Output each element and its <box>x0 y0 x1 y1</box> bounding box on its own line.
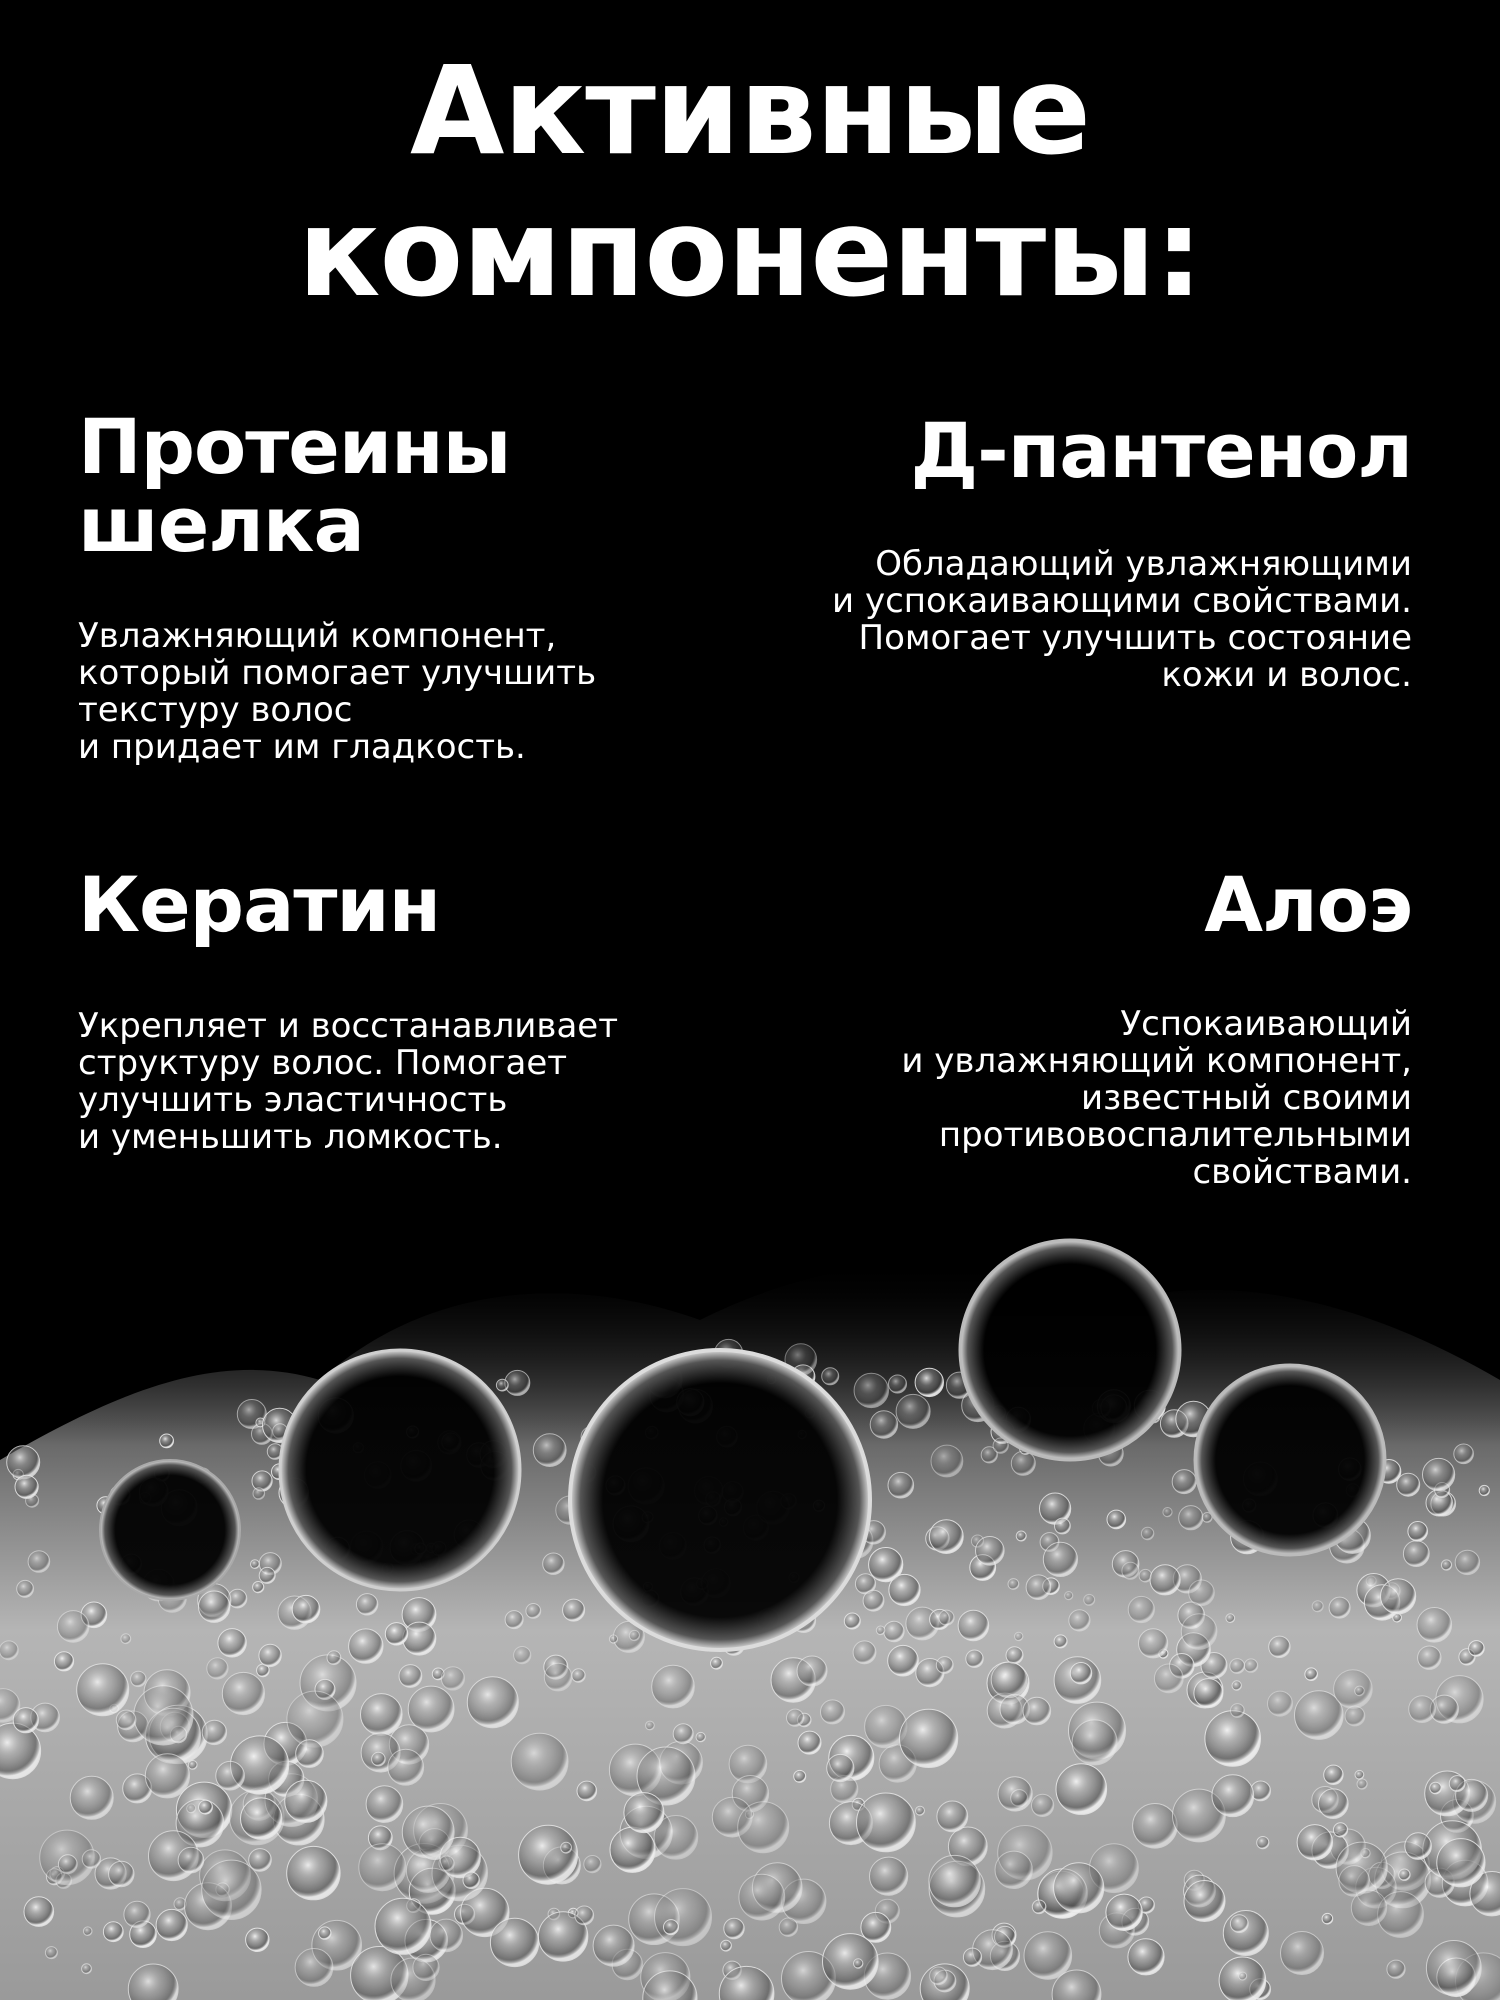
foam-bubble <box>655 1889 712 1946</box>
foam-bubble <box>13 1708 38 1733</box>
foam-bubble <box>963 1948 981 1966</box>
foam-bubble <box>822 1368 839 1385</box>
description-line: текстуру волос <box>78 690 353 730</box>
foam-bubble <box>1179 1506 1203 1530</box>
foam-bubble <box>241 1798 282 1839</box>
foam-bubble <box>319 1927 331 1939</box>
foam-bubble <box>779 1918 797 1936</box>
foam-bubble <box>1397 1473 1420 1496</box>
foam-bubble <box>1305 1668 1318 1681</box>
foam-bubble <box>145 1754 189 1798</box>
foam-bubble <box>1070 1663 1091 1684</box>
foam-bubble <box>1128 1939 1164 1975</box>
foam-bubble <box>1257 1837 1269 1849</box>
foam-bubble <box>711 1657 723 1669</box>
foam-bubble <box>930 1967 948 1985</box>
foam-bubble <box>388 1749 424 1785</box>
foam-bubble <box>441 1667 464 1690</box>
foam-bubble <box>1016 1531 1026 1541</box>
foam-bubble <box>57 1611 89 1643</box>
foam-bubble <box>1072 1720 1117 1765</box>
description-line: Помогает улучшить состояние <box>858 618 1412 658</box>
foam-bubble <box>366 1786 403 1823</box>
foam-bubble <box>207 1658 228 1679</box>
component-description <box>78 1008 718 1156</box>
description-line: Успокаивающий <box>1120 1004 1412 1044</box>
foam-bubble <box>375 1898 431 1954</box>
foam-bubble <box>1026 1575 1051 1600</box>
foam-bubble <box>1387 1960 1405 1978</box>
foam-bubble <box>496 1379 508 1391</box>
foam-bubble <box>937 1801 968 1832</box>
foam-bubble <box>253 1488 265 1500</box>
foam-bubble <box>1268 1691 1293 1716</box>
foam-bubble <box>1437 1839 1485 1887</box>
foam-bubble <box>876 1626 885 1635</box>
foam-bubble <box>696 1732 705 1741</box>
foam-bubble <box>1181 1614 1217 1650</box>
bubble-left <box>280 1350 520 1590</box>
foam-bubble <box>1205 1711 1261 1767</box>
foam-bubble <box>287 1691 343 1747</box>
foam-bubble <box>356 1594 377 1615</box>
foam-bubble <box>1056 1764 1107 1815</box>
foam-bubble <box>991 1662 1027 1698</box>
foam-bubble <box>721 1940 732 1951</box>
foam-bubble <box>70 1776 113 1819</box>
foam-bubble <box>1008 1579 1019 1590</box>
foam-bubble <box>1133 1804 1178 1849</box>
foam-bubble <box>202 1860 261 1919</box>
foam-bubble <box>511 1733 568 1790</box>
bubble-top-right <box>960 1240 1180 1460</box>
foam-bubble <box>1449 1776 1465 1792</box>
description-line: свойствами. <box>1192 1152 1412 1192</box>
foam-bubble <box>610 1827 655 1872</box>
foam-bubble <box>797 1656 827 1686</box>
foam-bubble <box>252 1471 272 1491</box>
foam-bubble <box>1212 1775 1254 1817</box>
foam-bubble <box>1403 1541 1429 1567</box>
description-line: Увлажняющий компонент, <box>78 616 557 656</box>
foam-bubble <box>82 1850 100 1868</box>
bubble-center <box>570 1350 870 1650</box>
foam-bubble <box>1479 1485 1489 1495</box>
title-line-2: компоненты: <box>297 182 1203 324</box>
description-line: известный своими <box>1081 1078 1412 1118</box>
foam-bubble <box>593 1925 634 1966</box>
description-line: Обладающий увлажняющими <box>875 544 1412 584</box>
foam-bubble <box>292 1595 320 1623</box>
foam-bubble <box>131 1671 146 1686</box>
foam-bubble <box>361 1694 403 1736</box>
foam-bubble <box>505 1370 530 1395</box>
foam-bubble <box>1194 1679 1223 1708</box>
description-line: и успокаивающими свойствами. <box>832 581 1412 621</box>
foam-bubble <box>17 1580 34 1597</box>
foam-bubble <box>533 1434 566 1467</box>
foam-bubble <box>1329 1597 1350 1618</box>
foam-bubble <box>939 1610 954 1625</box>
foam-bubble <box>1405 1833 1432 1860</box>
foam-bubble <box>1324 1765 1343 1784</box>
foam-bubble <box>738 1802 789 1853</box>
foam-bubble <box>1426 1941 1481 1996</box>
foam-bubble <box>1355 1770 1364 1779</box>
foam-bubble <box>857 1793 916 1852</box>
foam-bubble <box>888 1645 919 1676</box>
foam-bubble <box>82 1964 92 1974</box>
foam-bubble <box>402 1806 454 1858</box>
foam-bubble <box>45 1947 57 1959</box>
foam-bubble <box>1054 1635 1067 1648</box>
foam-bubble <box>1357 1779 1367 1789</box>
foam-bubble <box>995 1851 1032 1888</box>
foam-bubble <box>439 1856 454 1871</box>
foam-bubbles-image <box>0 1230 1500 2000</box>
component-description <box>712 1006 1412 1191</box>
foam-bubble <box>739 1874 785 1920</box>
foam-bubble <box>1032 1794 1054 1816</box>
description-line: Укрепляет и восстанавливает <box>78 1006 618 1046</box>
foam-bubble <box>109 1861 134 1886</box>
foam-bubble <box>931 1445 963 1477</box>
foam-bubble <box>1408 1522 1428 1542</box>
foam-bubble <box>1106 1894 1142 1930</box>
foam-bubble <box>1032 1900 1046 1914</box>
foam-bubble <box>584 1856 601 1873</box>
foam-bubble <box>1381 1579 1416 1614</box>
foam-bubble <box>1312 1601 1323 1612</box>
foam-bubble <box>1417 1608 1452 1643</box>
foam-bubble <box>823 1934 879 1990</box>
foam-bubble <box>1230 1915 1248 1933</box>
foam-bubble <box>1281 1932 1324 1975</box>
foam-bubble <box>7 1446 40 1479</box>
foam-bubble <box>976 1537 1005 1566</box>
foam-bubble <box>724 1918 744 1938</box>
foam-bubble <box>1141 1527 1153 1539</box>
foam-bubble <box>259 1644 281 1666</box>
foam-bubble <box>966 1650 983 1667</box>
foam-bubble <box>1319 1789 1349 1819</box>
foam-bubble <box>896 1394 930 1428</box>
foam-bubble <box>929 1520 963 1554</box>
component-heading <box>78 402 698 569</box>
title-line-1: Активные <box>410 40 1090 182</box>
heading-line: Протеины <box>78 402 511 491</box>
description-line: противовоспалительными <box>938 1115 1412 1155</box>
foam-bubble <box>794 1770 806 1782</box>
foam-bubble <box>403 1622 436 1655</box>
foam-bubble <box>1239 1972 1247 1980</box>
description-line: структуру волос. Помогает <box>78 1043 568 1083</box>
foam-bubble <box>0 1641 18 1660</box>
foam-bubble <box>664 1920 679 1935</box>
foam-bubble <box>1043 1542 1077 1576</box>
foam-bubble <box>629 1630 639 1640</box>
foam-bubble <box>1163 1508 1172 1517</box>
foam-bubble <box>1231 1704 1245 1718</box>
foam-bubble <box>1297 1825 1332 1860</box>
heading-line: Алоэ <box>1204 860 1412 949</box>
foam-bubble <box>1423 1458 1455 1490</box>
foam-bubble <box>1154 1664 1183 1693</box>
foam-bubble <box>888 1472 914 1498</box>
component-description <box>78 618 698 766</box>
foam-bubble <box>1128 1596 1154 1622</box>
foam-bubble <box>526 1604 541 1619</box>
foam-bubble <box>285 1780 327 1822</box>
component-silk-proteins <box>78 402 698 767</box>
foam-bubble <box>543 1553 564 1574</box>
foam-bubble <box>467 1677 518 1728</box>
foam-bubble <box>1069 1610 1090 1631</box>
foam-bubble <box>1339 1866 1370 1897</box>
foam-bubble <box>652 1665 695 1708</box>
foam-bubble <box>116 1710 136 1730</box>
foam-bubble <box>295 1949 333 1987</box>
foam-bubble <box>1065 1592 1073 1600</box>
foam-bubble <box>1454 1444 1474 1464</box>
foam-bubble <box>1322 1913 1333 1924</box>
foam-bubble <box>296 1740 324 1768</box>
foam-bubble <box>83 1927 92 1936</box>
component-description <box>712 546 1412 694</box>
foam-bubble <box>349 1629 383 1663</box>
foam-bubble <box>870 1857 908 1895</box>
foam-bubble <box>1122 1562 1139 1579</box>
foam-bubble <box>505 1611 523 1629</box>
foam-bubble <box>188 1761 197 1770</box>
foam-bubble <box>998 1777 1032 1811</box>
foam-bubble <box>327 1651 341 1665</box>
foam-bubble <box>1172 1470 1196 1494</box>
foam-bubble <box>103 1922 123 1942</box>
component-aloe <box>712 860 1412 1192</box>
foam-bubble <box>1409 1696 1436 1723</box>
foam-bubble <box>199 1591 230 1622</box>
foam-bubble <box>577 1781 597 1801</box>
foam-bubble <box>575 1906 594 1925</box>
foam-bubble <box>1024 1932 1072 1980</box>
foam-bubble <box>216 1761 245 1790</box>
foam-bubble <box>853 1641 876 1664</box>
foam-bubble <box>202 1720 226 1744</box>
foam-bubble <box>958 1610 989 1641</box>
component-heading <box>712 860 1412 949</box>
foam-bubble <box>121 1634 131 1644</box>
foam-bubble <box>134 1686 193 1745</box>
foam-bubble <box>1430 1782 1442 1794</box>
foam-bubble <box>156 1909 187 1940</box>
foam-bubble <box>1184 1881 1225 1922</box>
foam-bubble <box>870 1411 897 1438</box>
foam-bubble <box>77 1664 129 1716</box>
foam-bubble <box>514 1647 531 1664</box>
foam-bubble <box>1015 1632 1023 1640</box>
foam-bubble <box>218 1629 246 1657</box>
foam-bubble <box>915 1368 943 1396</box>
foam-bubble <box>863 1590 884 1611</box>
page-title <box>0 40 1500 324</box>
foam-bubble <box>15 1475 38 1498</box>
foam-bubble <box>646 1721 655 1730</box>
foam-bubble <box>359 1844 406 1891</box>
foam-bubble <box>287 1846 340 1899</box>
foam-bubble <box>854 1959 863 1968</box>
component-keratin <box>78 860 718 1157</box>
foam-bubble <box>251 1560 260 1569</box>
foam-bubble <box>372 1752 386 1766</box>
foam-bubble <box>1054 1863 1104 1913</box>
foam-bubble <box>609 1635 617 1643</box>
foam-bubble <box>124 1901 150 1927</box>
foam-bubble <box>1006 1647 1023 1664</box>
foam-bubble <box>889 1574 920 1605</box>
foam-bubble <box>561 1842 572 1853</box>
foam-bubble <box>929 1855 980 1906</box>
foam-bubble <box>1333 1823 1347 1837</box>
foam-bubble <box>936 1657 953 1674</box>
foam-bubble <box>399 1665 422 1688</box>
foam-bubble <box>253 1582 264 1593</box>
foam-bubble <box>430 1919 463 1952</box>
foam-bubble <box>1107 1510 1126 1529</box>
foam-bubble <box>1084 1594 1095 1605</box>
foam-bubble <box>1418 1646 1441 1669</box>
component-heading <box>712 406 1412 495</box>
foam-bubble <box>563 1599 585 1621</box>
foam-bubble <box>1011 1451 1035 1475</box>
foam-bubble <box>821 1700 845 1724</box>
foam-bubble <box>463 1872 479 1888</box>
foam-bubble <box>385 1623 407 1645</box>
foam-bubble <box>1226 1614 1235 1623</box>
foam-bubble <box>827 1754 854 1781</box>
foam-bubble <box>673 1724 693 1744</box>
foam-bubble <box>798 1731 821 1754</box>
description-line: улучшить эластичность <box>78 1080 508 1120</box>
foam-bubble <box>624 1793 664 1833</box>
foam-bubble <box>246 1928 269 1951</box>
bubble-far-left <box>100 1460 240 1600</box>
foam-bubble <box>1345 1706 1365 1726</box>
foam-bubble <box>222 1672 264 1714</box>
foam-bubble <box>854 1373 888 1407</box>
foam-bubble <box>787 1709 804 1726</box>
foam-bubble <box>572 1669 585 1682</box>
foam-bubble <box>1023 1697 1051 1725</box>
component-d-panthenol <box>712 406 1412 695</box>
foam-bubble <box>519 1825 578 1884</box>
foam-bubble <box>1469 1641 1485 1657</box>
foam-bubble <box>413 1954 439 1980</box>
description-line: и придает им гладкость. <box>78 727 526 767</box>
foam-bubble <box>1269 1636 1290 1657</box>
foam-bubble <box>889 1375 907 1393</box>
foam-bubble <box>1139 1629 1168 1658</box>
foam-bubble <box>1150 1565 1180 1595</box>
foam-bubble <box>1399 1869 1410 1880</box>
foam-bubble <box>178 1847 204 1873</box>
description-line: который помогает улучшить <box>78 653 597 693</box>
bubble-right <box>1195 1365 1385 1555</box>
foam-bubble <box>1334 1670 1373 1709</box>
foam-bubble <box>916 1806 925 1815</box>
foam-bubble <box>199 1800 213 1814</box>
heading-line: Кератин <box>78 860 441 949</box>
foam-bubble <box>1189 1580 1215 1606</box>
foam-bubble <box>490 1918 538 1966</box>
heading-line: шелка <box>78 480 364 569</box>
foam-bubble <box>408 1686 454 1732</box>
description-line: кожи и волос. <box>1161 655 1412 695</box>
foam-bubble <box>1232 1681 1241 1690</box>
foam-bubble <box>54 1652 73 1671</box>
foam-bubble <box>1441 1560 1451 1570</box>
foam-bubble <box>1244 1659 1257 1672</box>
foam-bubble <box>1055 1518 1071 1534</box>
foam-bubble <box>259 1567 275 1583</box>
foam-bubble <box>160 1434 174 1448</box>
heading-line: Д-пантенол <box>910 406 1412 495</box>
component-heading <box>78 860 718 949</box>
foam-bubble <box>1230 1659 1245 1674</box>
foam-bubble <box>844 1613 860 1629</box>
description-line: и уменьшить ломкость. <box>78 1117 503 1157</box>
description-line: и увлажняющий компонент, <box>901 1041 1412 1081</box>
foam-bubble <box>28 1551 50 1573</box>
foam-bubble <box>884 1621 904 1641</box>
foam-bubble <box>900 1709 958 1767</box>
foam-bubble <box>544 1663 572 1691</box>
foam-bubble <box>24 1897 54 1927</box>
foam-bubble <box>1455 1550 1479 1574</box>
